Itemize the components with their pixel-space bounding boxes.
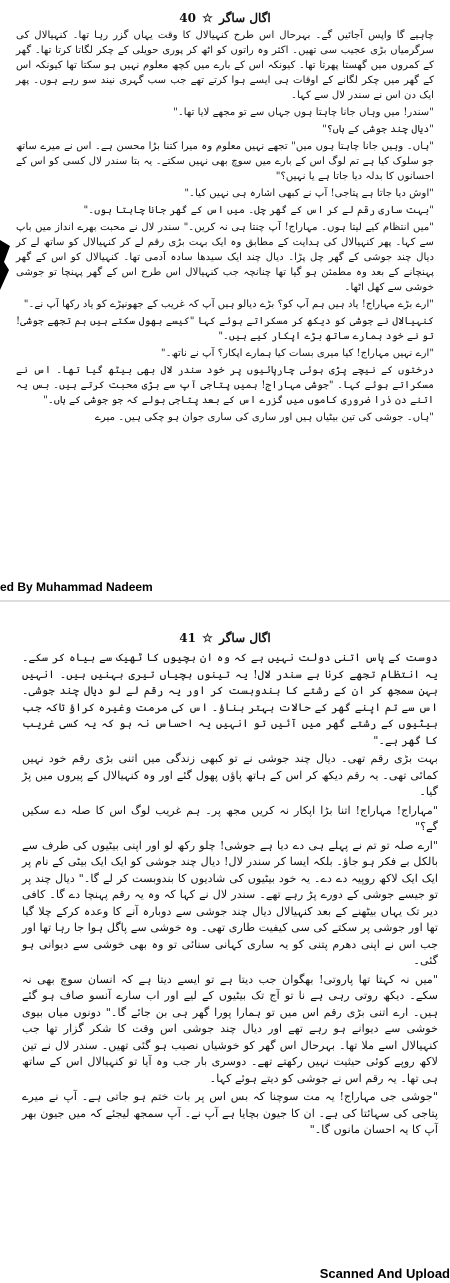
- paragraph: "سندر! میں وہاں جانا چاہتا ہوں جہاں سے تو مجھے لایا تھا۔": [173, 107, 434, 118]
- paragraph: کنہیالال نے جوشی کو دیکھ کر مسکراتے ہوئے کہا "کیسے بھول سکتے ہیں ہم تجھے جوشی! تو نے خود ہمارے ساتھ بڑے اپکار کیے ہیں۔": [16, 316, 434, 342]
- page-header: [0, 628, 450, 648]
- book-title: اگال ساگر: [219, 11, 271, 25]
- star-icon: ☆: [202, 11, 213, 25]
- page-number: 40: [179, 11, 196, 25]
- paragraph: دوست کے پاس اتنی دولت نہیں ہے کہ وہ ان بچیوں کا ٹھیک سے بیاہ کر سکے۔ یہ انتظام تجھے کرنا ہے سندر لال! یہ تینوں بچیاں تیری بہنیں ہیں۔ انہیں بہن سمجھ کر ان کے رشتے کا بندوبست کر اور یہ رقم لے لو دیال چند جوشی۔ اس سے تم اپنے گھر کے حالات بہتر بناؤ۔ اس کی مرمت وغیرہ کراؤ تاکہ جب بیٹیوں کے رشتے گھر میں آئیں تو انہیں یہ احساس نہ ہو کہ یہ کسی غریب کا گھر ہے۔": [22, 651, 438, 747]
- paragraph: "جوشی جی مہاراج! یہ مت سوچنا کہ بس اس پر بات ختم ہو جاتی ہے۔ آپ نے میرے پتاجی کی سہائتا کی ہے۔ ان کا جیون بچایا ہے آپ نے۔ آپ سمجھ لیجئے کہ میں جیون بھر آپ کا یہ احسان مانوں گا۔": [22, 1090, 438, 1136]
- scanner-credit: ed By Muhammad Nadeem: [0, 580, 153, 594]
- paragraph: "ارے بڑے مہاراج! یاد ہیں ہم آپ کو؟ بڑے دیالو ہیں آپ کہ غریب کے جھونپڑے کو یاد رکھا آپ نے۔": [23, 299, 434, 310]
- star-icon: ☆: [202, 631, 213, 645]
- paragraph: بہت بڑی رقم تھی۔ دیال چند جوشی نے تو کبھی زندگی میں اتنی بڑی رقم خود نہیں کمائی تھی۔ یہ رقم دیکھ کر اس کے ہاتھ پاؤں پھول گئے اور وہ کنہیالال کے پیروں میں پڑ گیا۔: [22, 752, 438, 798]
- paragraph: "میں انتظام کیے لیتا ہوں۔ مہاراج! آپ چنتا ہی نہ کریں۔" سندر لال نے محبت بھرے انداز میں باپ سے کہا۔ پھر کنہیالال کی ہدایت کے مطابق وہ ایک بہت بڑی رقم لے کر کنہیالال کو ساتھ لے کر دیال چند جوشی کے گھر چل پڑا۔ دیال چند ایک سیدھا سادہ آدمی تھا۔ کنہیالال کو اس کے گھر پہنچانے کے بعد وہ مطمئن ہو گیا تھا چنانچہ جب کنہیالال اس طرح اس کے گھر پہنچا تو جوشی خوشی سے کھل اٹھا۔: [16, 222, 434, 293]
- book-page-40: [0, 0, 450, 600]
- book-title: اگال ساگر: [219, 631, 271, 645]
- page-number: 41: [179, 631, 196, 645]
- page-text: [0, 28, 450, 425]
- paragraph: چاہیے گا واپس آجائیں گے۔ بہرحال اس طرح کنہیالال کا وقت یہاں گزر رہا تھا۔ کنہیالال کی سرگرمیاں بڑی عجیب سی تھیں۔ اکثر وہ راتوں کو اٹھ کر پوری حویلی کے چکر لگاتا کرتا تھا۔ گھر کے کمروں میں گھستا پھرتا تھا۔ کیونکہ اس کے بارے میں کچھ معلوم نہیں ہو سکتا تھا کیونکہ اس کے گھر میں چکر لگانے کے اوقات ہی ایسے ہوا کرتے تھے جب سب گہری نیند سو رہے ہوں۔ پھر ایک دن اس نے سندر لال سے کہا۔: [16, 30, 434, 101]
- paragraph: درختوں کے نیچے پڑی ہوئی چارپائیوں پر خود سندر لال بھی بیٹھ گیا تھا۔ اس نے مسکراتے ہوئے کہا۔ "جوشی مہاراج! ہمیں پتاجی آپ سے بڑی محبت کرتے ہیں۔ بس یہ اتنے دن ذرا ضروری کاموں میں گزرے اس کے بعد پتاجی بولے کہ جو جوشی کے ہاں۔": [16, 365, 434, 406]
- paragraph: "ہاں۔ جوشی کی تین بیٹیاں ہیں اور ساری کی ساری جوان ہو چکی ہیں۔ میرے: [94, 412, 434, 423]
- paragraph: "میں نہ کہتا تھا پاروتی! بھگوان جب دیتا ہے تو ایسے دیتا ہے کہ انسان سوچ بھی نہ سکے۔ دیکھ روتی رہی ہے نا تو آج تک بیٹیوں کے لیے اور اب سارے آنسو صاف ہو گئے ہیں۔ ارے اتنی بڑی رقم اس میں تو ہمارا پورا گھر ہی بن جائے گا۔" دونوں میاں بیوی خوشی سے دیوانے ہو رہے تھے اور دیال چند جوشی اس وقت کا شکر گزار تھا جب کنہیالال اسے ملا تھا۔ بہرحال اس گھر کو خوشیاں نصیب ہو گئی تھیں۔ سندر لال نے تین لاکھ روپے کوئی حیثیت نہیں رکھتے تھے۔ دوسری بار جب وہ آیا تو کنہیالال اس کے ساتھ ہی تھا۔ یہ رقم اس نے جوشی کو دیتے ہوئے کہا۔: [22, 972, 438, 1085]
- paragraph: "اوش دیا جاتا ہے پتاجی! آپ نے کبھی اشارہ ہی نہیں کیا۔": [184, 188, 434, 199]
- paragraph: "ارے نہیں مہاراج! کیا میری بسات کیا ہمارے اپکار؟ آپ نے ناتھ۔": [160, 348, 434, 359]
- scanner-credit: Scanned And Upload: [319, 1266, 450, 1281]
- paragraph: "بہت ساری رقم لے کر اس کے گھر چل۔ میں اس کے گھر جانا چاہتا ہوں۔": [83, 205, 434, 216]
- book-page-41: [0, 602, 450, 1283]
- scan-mark-icon: [0, 240, 10, 290]
- paragraph: "ہاں۔ وہیں جانا چاہتا ہوں میں" تجھے نہیں معلوم وہ میرا کتنا بڑا محسن ہے۔ اس نے میرے ساتھ جو سلوک کیا ہے تم لوگ اس کے بارے میں سوچ بھی نہیں سکتے۔ یہ بتا سندر لال کسی کو اس کے احسانوں کا بدلہ دیا جاتا ہے یا نہیں؟": [16, 141, 434, 182]
- page-header: [0, 8, 450, 28]
- paragraph: "دیال چند جوشی کے ہاں؟": [322, 124, 434, 135]
- paragraph: "ارے صلہ تو تم نے پہلے ہی دے دیا ہے جوشی! چلو رکھ لو اور اپنی بیٹیوں کی طرف سے بالکل بے فکر ہو جاؤ۔ بلکہ ایسا کر سندر لال! دیال چند جوشی کو ایک ایک بیٹی کے نام پر ایک ایک لاکھ روپیہ دے دے۔ یہ خود بیٹیوں کی شادیوں کا بندوبست کر لے گا۔" دیال چند پر تو جیسے جوشی کے دورے پڑ رہے تھے۔ سندر لال نے کہا کہ وہ یہ رقم پہنچا دے گا۔ کافی دیر تک یہاں بیٹھنے کے بعد کنہیالال دیال چند جوشی سے دوبارہ آنے کا وعدہ کرکے چلا گیا تھا اور جوشی پر سکتے کی سی کیفیت طاری تھی۔ وہ خوشی سے پاگل ہوا جا رہا تھا اور جب اس نے اپنی دھرم پتنی کو یہ ساری کہانی سنائی تو وہ بھی خوشی سے دیوانی ہو گئی۔: [22, 838, 438, 967]
- paragraph: "مہاراج! مہاراج! اتنا بڑا اپکار نہ کریں مجھ پر۔ ہم غریب لوگ اس کا صلہ دے سکیں گے؟": [22, 803, 438, 833]
- page-text: [0, 648, 450, 1139]
